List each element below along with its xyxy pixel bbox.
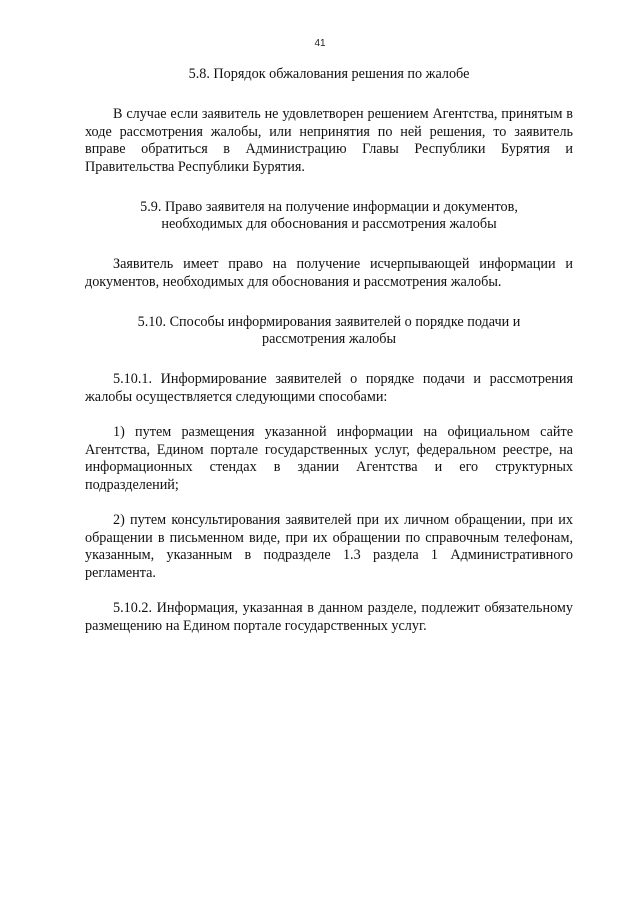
section-5-10-2-paragraph: 5.10.2. Информация, указанная в данном разделе, подлежит обязательному размещению на Едином портале государственных услуг. xyxy=(85,600,573,634)
section-5-10-item-2: 2) путем консультирования заявителей при их личном обращении, при их обращении в письменном виде, при их обращении по справочным телефонам, указанным, указанным в подразделе 1.3 раздела 1 Административного регламента. xyxy=(85,512,573,581)
page-number: 41 xyxy=(314,38,326,49)
section-5-8-paragraph: В случае если заявитель не удовлетворен решением Агентства, принятым в ходе рассмотрения жалобы, или непринятия по ней решения, то заявитель вправе обратиться в Администрацию Главы Республики Бурятия и Правительства Республики Бурятия. xyxy=(85,106,573,175)
section-5-8-heading: 5.8. Порядок обжалования решения по жалобе xyxy=(188,66,470,82)
section-5-10-heading xyxy=(85,314,573,348)
section-5-9-heading-line-2: необходимых для обоснования и рассмотрения жалобы xyxy=(161,216,497,232)
section-5-10-1-paragraph: 5.10.1. Информирование заявителей о порядке подачи и рассмотрения жалобы осуществляется следующими способами: xyxy=(85,371,573,405)
section-5-10-heading-line-2: рассмотрения жалобы xyxy=(261,331,397,347)
section-5-9-heading-line-1: 5.9. Право заявителя на получение информации и документов, xyxy=(140,199,518,215)
section-5-9-heading xyxy=(85,199,573,233)
section-5-10-heading-line-1: 5.10. Способы информирования заявителей о порядке подачи и xyxy=(137,314,521,330)
document-body xyxy=(85,66,573,635)
section-5-10-item-1: 1) путем размещения указанной информации на официальном сайте Агентства, Едином портале государственных услуг, федеральном реестре, на информационных стендах в здании Агентства и его структурных подразделений; xyxy=(85,424,573,493)
section-5-9-paragraph: Заявитель имеет право на получение исчерпывающей информации и документов, необходимых для обоснования и рассмотрения жалобы. xyxy=(85,256,573,290)
